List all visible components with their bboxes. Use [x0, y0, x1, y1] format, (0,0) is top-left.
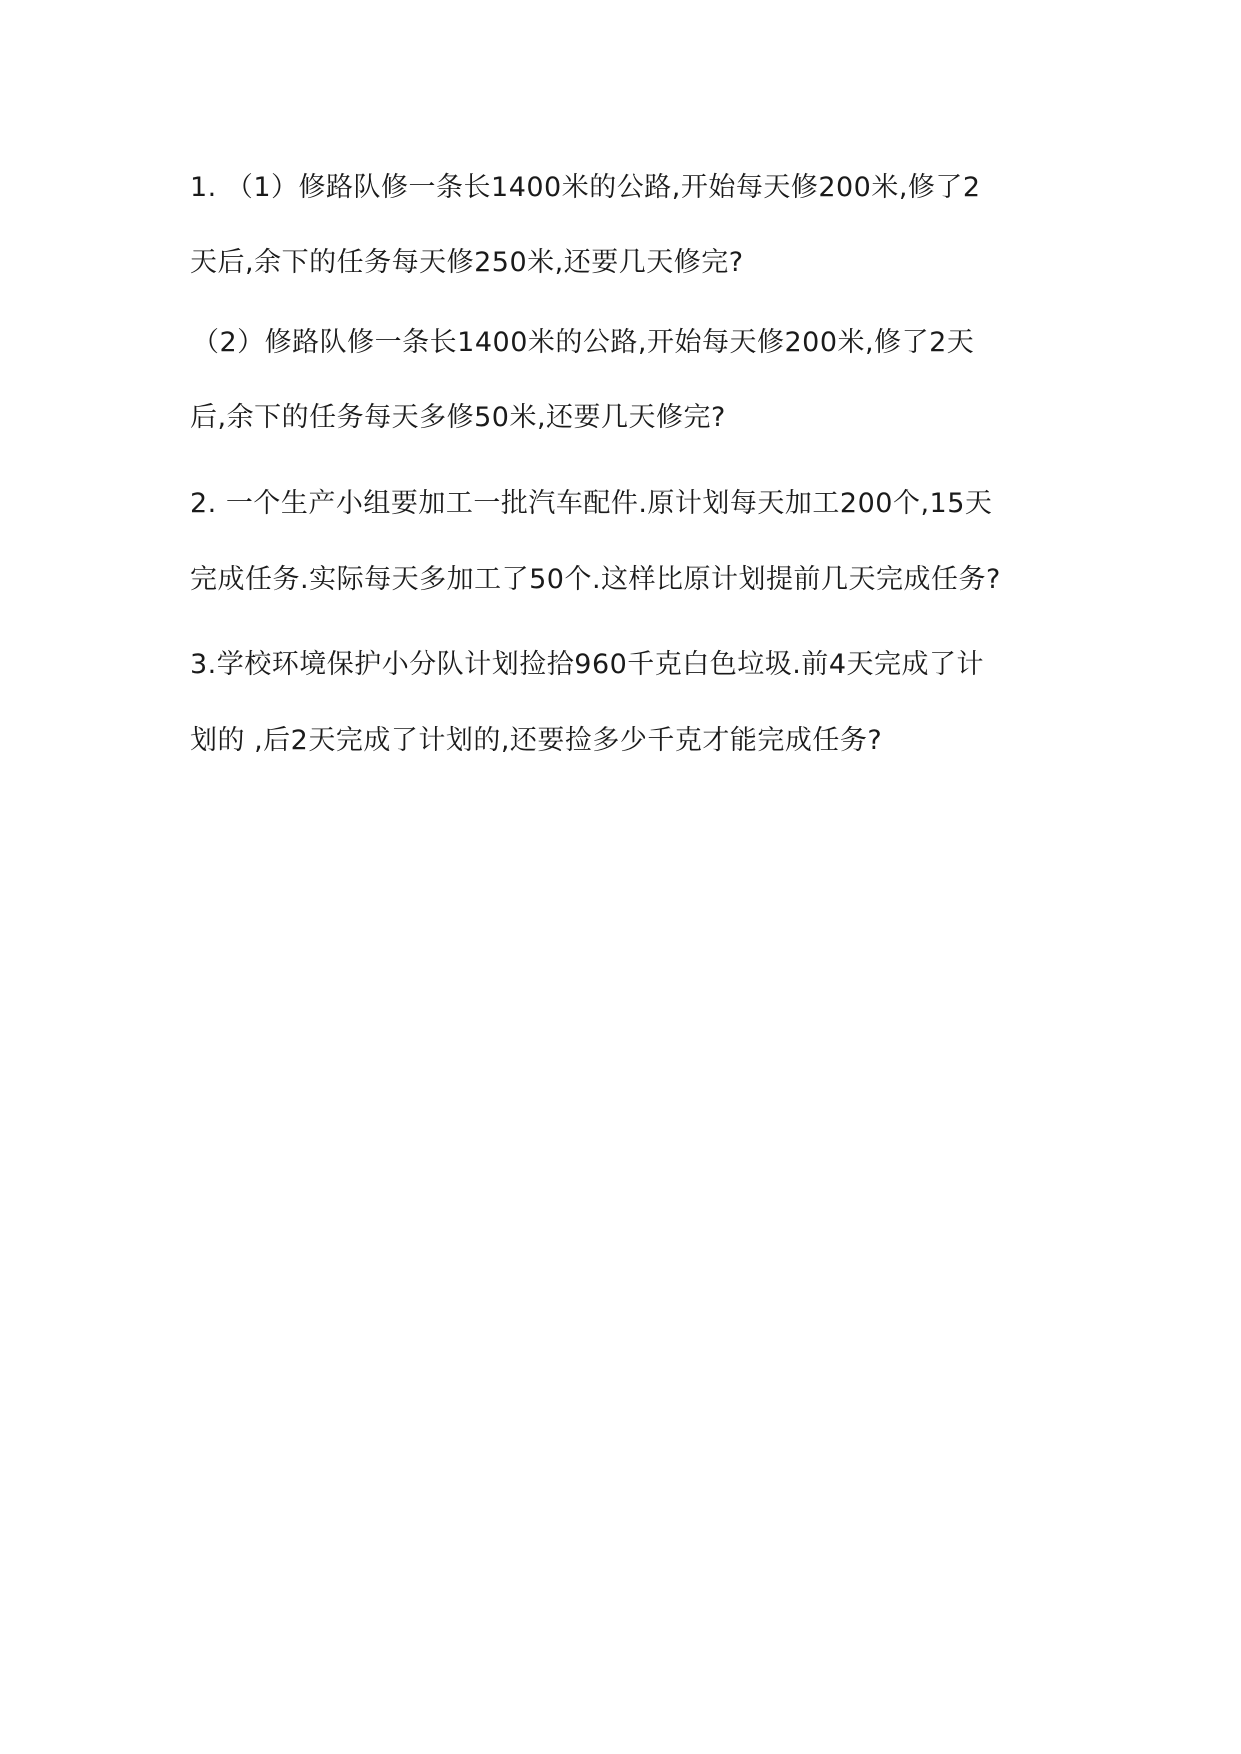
problem-3-line-2: 划的 ,后2天完成了计划的,还要捡多少千克才能完成任务? [190, 725, 883, 756]
problem-2-line-2: 完成任务.实际每天多加工了50个.这样比原计划提前几天完成任务? [190, 564, 1001, 595]
problem-1-part-2-line-2: 后,余下的任务每天多修50米,还要几天修完? [190, 402, 726, 433]
problem-2-line-1: 2. 一个生产小组要加工一批汽车配件.原计划每天加工200个,15天 [190, 488, 993, 519]
problem-3-line-1: 3.学校环境保护小分队计划捡拾960千克白色垃圾.前4天完成了计 [190, 649, 985, 680]
problem-1-part-1-line-1: 1. （1）修路队修一条长1400米的公路,开始每天修200米,修了2 [190, 172, 981, 203]
problem-1-part-1-line-2: 天后,余下的任务每天修250米,还要几天修完? [190, 247, 744, 278]
problem-1-part-2-line-1: （2）修路队修一条长1400米的公路,开始每天修200米,修了2天 [192, 327, 975, 358]
